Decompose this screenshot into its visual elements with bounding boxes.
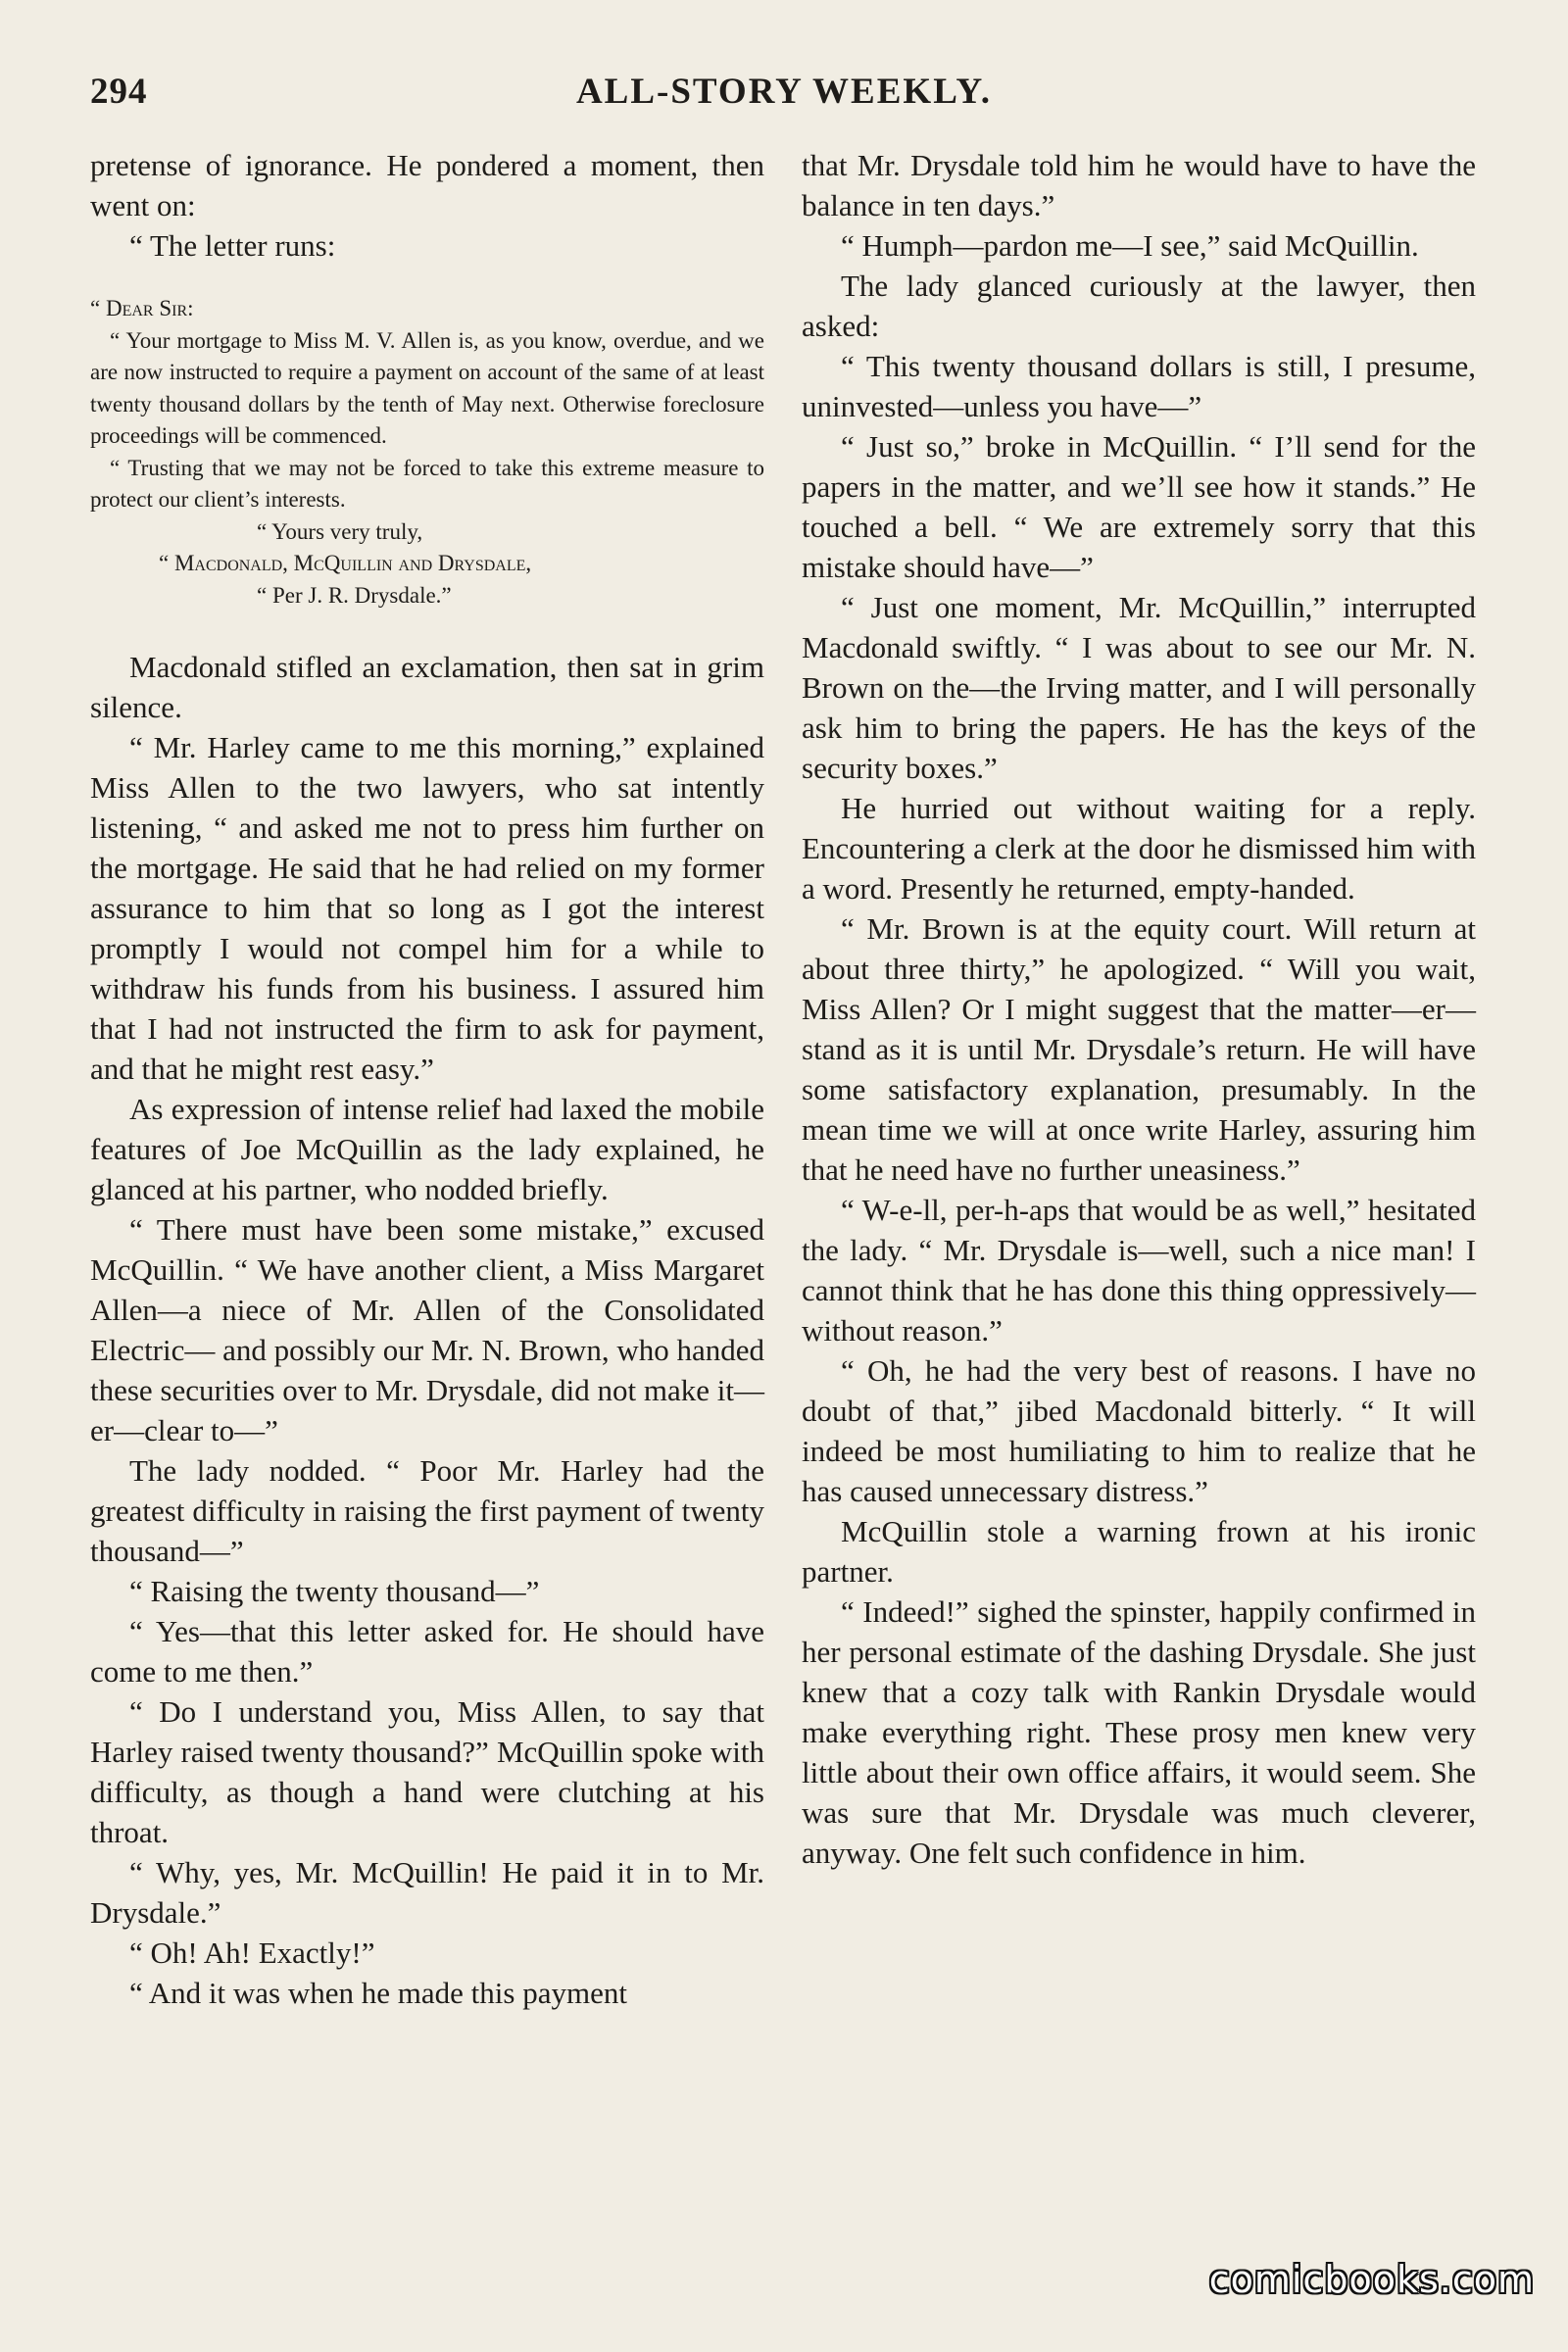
- letter-signatory: “ Per J. R. Drysdale.”: [257, 582, 452, 608]
- paragraph: The lady nodded. “ Poor Mr. Harley had the greatest difficulty in raising the first payment of twenty thousand—”: [90, 1453, 764, 1568]
- paragraph: “ The letter runs:: [129, 228, 336, 263]
- paragraph: “ There must have been some mistake,” excused McQuillin. “ We have another client, a Miss Margaret Allen—a niece of Mr. Allen of the Consolidated Electric— and possibly our Mr. N. Brown, who handed these securities over to Mr. Drysdale, did not make it—er—clear to—”: [90, 1212, 764, 1447]
- paragraph: “ Oh! Ah! Exactly!”: [129, 1936, 375, 1970]
- paragraph: “ Why, yes, Mr. McQuillin! He paid it in to Mr. Drysdale.”: [90, 1855, 764, 1930]
- paragraph: The lady glanced curiously at the lawyer, then asked:: [802, 269, 1476, 343]
- letter-body: “ Your mortgage to Miss M. V. Allen is, as you know, overdue, and we are now instructed to require a payment on account of the same of at least twenty thousand dollars by the tenth of May next. Otherwise foreclosure proceedings will be commenced.: [90, 327, 764, 448]
- left-column: [90, 145, 764, 2013]
- page-header: [90, 71, 1478, 120]
- paragraph: that Mr. Drysdale told him he would have to have the balance in ten days.”: [802, 148, 1476, 222]
- paragraph: “ Oh, he had the very best of reasons. I have no doubt of that,” jibed Macdonald bitterly. “ It will indeed be most humiliating to him to realize that he has caused unnecessary distress.”: [802, 1353, 1476, 1508]
- paragraph: “ Raising the twenty thousand—”: [129, 1574, 540, 1608]
- paragraph: McQuillin stole a warning frown at his ironic partner.: [802, 1514, 1476, 1589]
- paragraph: “ W-e-ll, per-h-aps that would be as well,” hesitated the lady. “ Mr. Drysdale is—well, such a nice man! I cannot think that he has done this thing oppressively— without reason.”: [802, 1193, 1476, 1348]
- letter-salutation: “ Dear Sir:: [90, 296, 194, 320]
- watermark: comicbooks.com: [1208, 2258, 1535, 2301]
- letter-closing: “ Yours very truly,: [257, 518, 423, 544]
- paragraph: “ And it was when he made this payment: [129, 1976, 627, 2010]
- paragraph: “ Just one moment, Mr. McQuillin,” interrupted Macdonald swiftly. “ I was about to see our Mr. N. Brown on the—the Irving matter, and I will personally ask him to bring the papers. He has the keys of the security boxes.”: [802, 590, 1476, 785]
- paragraph: “ Do I understand you, Miss Allen, to say that Harley raised twenty thousand?” McQuillin spoke with difficulty, as though a hand were clutching at his throat.: [90, 1694, 764, 1849]
- right-column: [802, 145, 1476, 1873]
- paragraph: “ Mr. Brown is at the equity court. Will return at about three thirty,” he apologized. “ Will you wait, Miss Allen? Or I might suggest that the matter—er—stand as it is until Mr. Drysdale’s return. He will have some satisfactory explanation, presumably. In the mean time we will at once write Harley, assuring him that he need have no further uneasiness.”: [802, 911, 1476, 1187]
- running-title: ALL-STORY WEEKLY.: [575, 72, 993, 112]
- page-number: 294: [90, 72, 148, 112]
- paragraph: “ This twenty thousand dollars is still, I presume, uninvested—unless you have—”: [802, 349, 1476, 423]
- paragraph: “ Mr. Harley came to me this morning,” explained Miss Allen to the two lawyers, who sat intently listening, “ and asked me not to press him further on the mortgage. He said that he had relied on my former assurance to him that so long as I got the interest promptly I would not compel him for a while to withdraw his funds from his business. I assured him that I had not instructed the firm to ask for payment, and that he might rest easy.”: [90, 730, 764, 1086]
- paragraph: As expression of intense relief had laxed the mobile features of Joe McQuillin as the lady explained, he glanced at his partner, who nodded briefly.: [90, 1092, 764, 1206]
- letter-body: “ Trusting that we may not be forced to take this extreme measure to protect our client’s interests.: [90, 455, 764, 512]
- quoted-letter: [90, 293, 764, 612]
- paragraph: “ Just so,” broke in McQuillin. “ I’ll send for the papers in the matter, and we’ll see how it stands.” He touched a bell. “ We are extremely sorry that this mistake should have—”: [802, 429, 1476, 584]
- paragraph: Macdonald stifled an exclamation, then sat in grim silence.: [90, 650, 764, 724]
- paragraph: “ Humph—pardon me—I see,” said McQuillin.: [841, 228, 1419, 263]
- paragraph: “ Yes—that this letter asked for. He should have come to me then.”: [90, 1614, 764, 1689]
- paragraph: “ Indeed!” sighed the spinster, happily confirmed in her personal estimate of the dashing Drysdale. She just knew that a cozy talk with Rankin Drysdale would make everything right. These prosy men knew very little about their own office affairs, it would seem. She was sure that Mr. Drysdale was much cleverer, anyway. One felt such confidence in him.: [802, 1594, 1476, 1870]
- letter-signatory: “ Macdonald, McQuillin and Drysdale,: [159, 551, 532, 575]
- paragraph: pretense of ignorance. He pondered a moment, then went on:: [90, 148, 764, 222]
- paragraph: He hurried out without waiting for a reply. Encountering a clerk at the door he dismissed him with a word. Presently he returned, empty-handed.: [802, 791, 1476, 906]
